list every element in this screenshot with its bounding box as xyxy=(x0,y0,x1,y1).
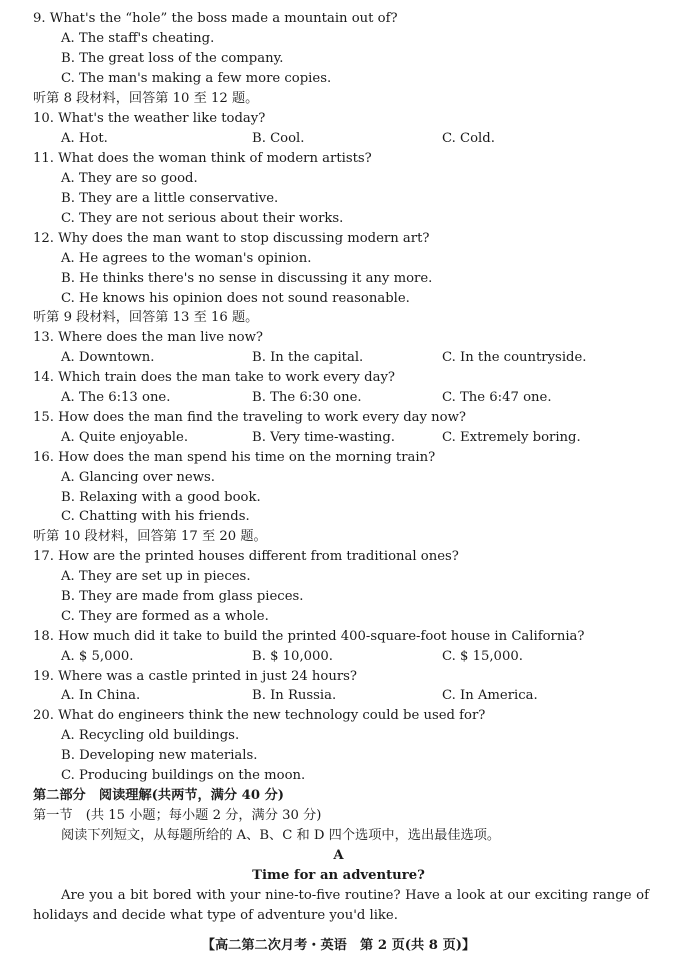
option-10a: A. Hot. xyxy=(61,131,108,146)
options-row-14 xyxy=(0,388,677,408)
section-instruction-8: 听第 8 段材料，回答第 10 至 12 题。 xyxy=(33,91,259,106)
option-19c: C. In America. xyxy=(442,688,538,703)
option-13b: B. In the capital. xyxy=(252,350,364,365)
option-13c: C. In the countryside. xyxy=(442,350,587,365)
section1-heading: 第一节 (共 15 小题；每小题 2 分，满分 30 分) xyxy=(33,808,322,823)
section-instruction-9: 听第 9 段材料，回答第 13 至 16 题。 xyxy=(33,310,259,325)
question-9: 9. What's the “hole” the boss made a mountain out of? xyxy=(33,11,398,26)
passage-title: Time for an adventure? xyxy=(252,868,425,883)
options-row-13 xyxy=(0,348,677,368)
option-14b: B. The 6:30 one. xyxy=(252,390,362,405)
question-16: 16. How does the man spend his time on the morning train? xyxy=(33,450,436,465)
option-17a: A. They are set up in pieces. xyxy=(61,569,251,584)
option-12a: A. He agrees to the woman's opinion. xyxy=(61,251,312,266)
option-15b: B. Very time-wasting. xyxy=(252,430,395,445)
option-20a: A. Recycling old buildings. xyxy=(61,728,240,743)
question-15: 15. How does the man find the traveling to work every day now? xyxy=(33,410,466,425)
option-12c: C. He knows his opinion does not sound reasonable. xyxy=(61,291,410,306)
page-footer: 【高二第二次月考・英语 第 2 页(共 8 页)】 xyxy=(201,938,476,953)
options-row-10 xyxy=(0,129,677,149)
question-14: 14. Which train does the man take to work every day? xyxy=(33,370,395,385)
option-16b: B. Relaxing with a good book. xyxy=(61,490,261,505)
options-row-15 xyxy=(0,428,677,448)
reading-instruction: 阅读下列短文，从每题所给的 A、B、C 和 D 四个选项中，选出最佳选项。 xyxy=(61,828,501,843)
option-11a: A. They are so good. xyxy=(61,171,198,186)
option-18a: A. $ 5,000. xyxy=(61,649,134,664)
option-9c: C. The man's making a few more copies. xyxy=(61,71,332,86)
option-16a: A. Glancing over news. xyxy=(61,470,215,485)
option-17c: C. They are formed as a whole. xyxy=(61,609,269,624)
question-13: 13. Where does the man live now? xyxy=(33,330,263,345)
option-19b: B. In Russia. xyxy=(252,688,337,703)
part2-heading: 第二部分 阅读理解(共两节，满分 40 分) xyxy=(33,788,285,803)
option-10b: B. Cool. xyxy=(252,131,305,146)
option-15c: C. Extremely boring. xyxy=(442,430,581,445)
question-11: 11. What does the woman think of modern artists? xyxy=(33,151,372,166)
option-9a: A. The staff's cheating. xyxy=(61,31,215,46)
option-9b: B. The great loss of the company. xyxy=(61,51,284,66)
question-10: 10. What's the weather like today? xyxy=(33,111,266,126)
question-19: 19. Where was a castle printed in just 24 hours? xyxy=(33,669,357,684)
option-15a: A. Quite enjoyable. xyxy=(61,430,189,445)
options-row-18 xyxy=(0,647,677,667)
option-14c: C. The 6:47 one. xyxy=(442,390,552,405)
question-20: 20. What do engineers think the new technology could be used for? xyxy=(33,708,486,723)
option-10c: C. Cold. xyxy=(442,131,495,146)
option-11b: B. They are a little conservative. xyxy=(61,191,279,206)
option-18b: B. $ 10,000. xyxy=(252,649,333,664)
option-17b: B. They are made from glass pieces. xyxy=(61,589,304,604)
option-16c: C. Chatting with his friends. xyxy=(61,509,250,524)
passage-paragraph: Are you a bit bored with your nine-to-five routine? Have a look at our exciting range of holidays and decide what type of adventure you'd like. xyxy=(33,888,649,923)
option-13a: A. Downtown. xyxy=(61,350,155,365)
option-14a: A. The 6:13 one. xyxy=(61,390,171,405)
section-instruction-10: 听第 10 段材料，回答第 17 至 20 题。 xyxy=(33,529,267,544)
question-18: 18. How much did it take to build the printed 400-square-foot house in California? xyxy=(33,629,585,644)
options-row-19 xyxy=(0,686,677,706)
question-17: 17. How are the printed houses different from traditional ones? xyxy=(33,549,459,564)
option-20c: C. Producing buildings on the moon. xyxy=(61,768,306,783)
option-20b: B. Developing new materials. xyxy=(61,748,258,763)
question-12: 12. Why does the man want to stop discussing modern art? xyxy=(33,231,430,246)
option-11c: C. They are not serious about their works. xyxy=(61,211,344,226)
passage-letter: A xyxy=(333,848,344,863)
option-12b: B. He thinks there's no sense in discussing it any more. xyxy=(61,271,433,286)
option-19a: A. In China. xyxy=(61,688,141,703)
option-18c: C. $ 15,000. xyxy=(442,649,523,664)
